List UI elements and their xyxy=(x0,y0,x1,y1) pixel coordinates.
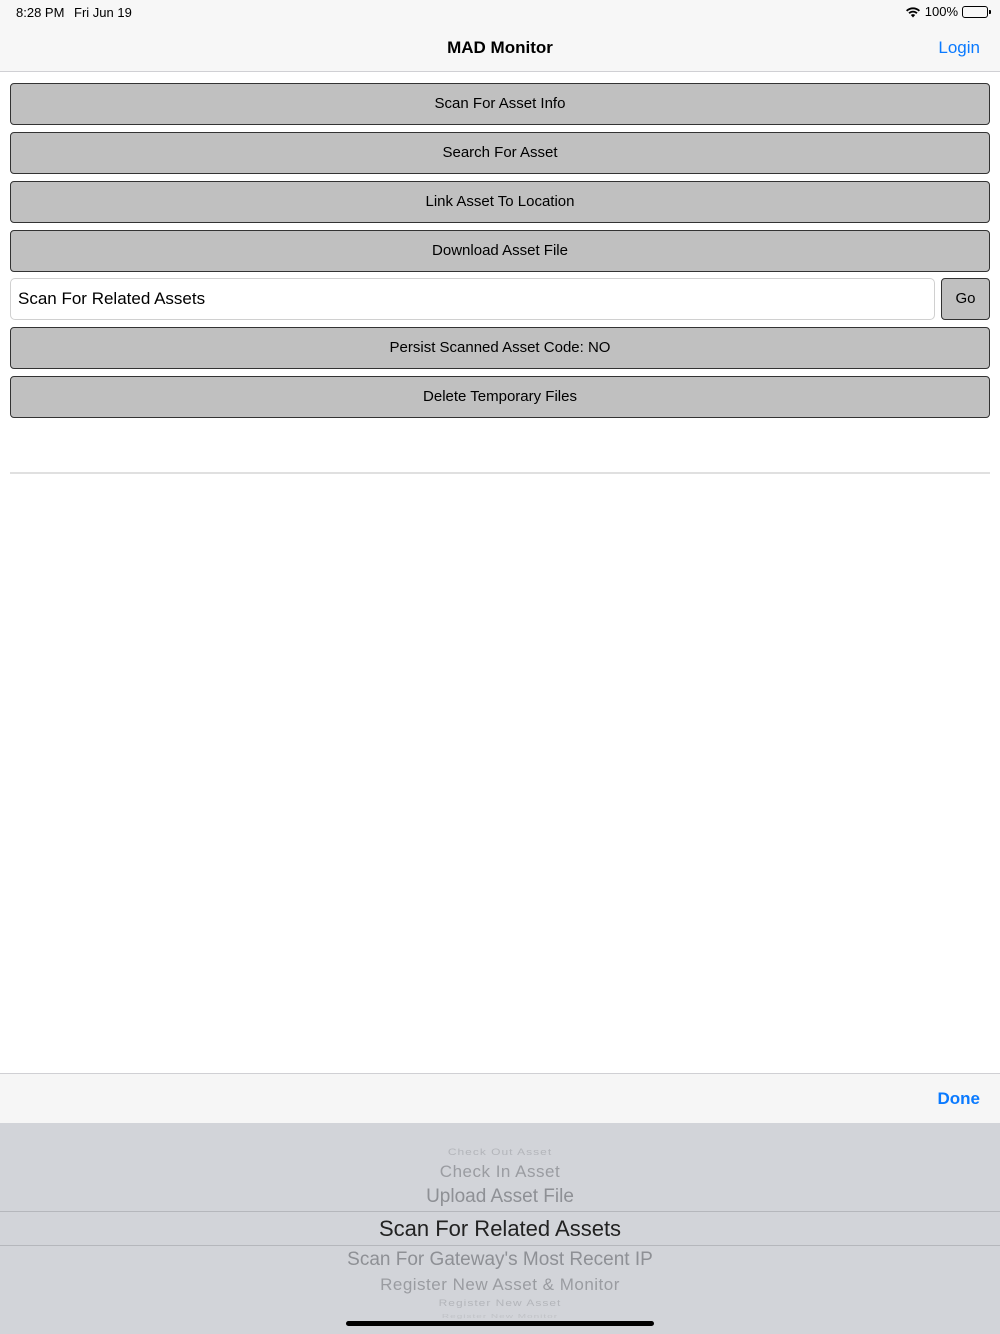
picker-item[interactable]: Check In Asset xyxy=(439,1162,561,1181)
download-asset-file-button[interactable]: Download Asset File xyxy=(10,230,990,272)
delete-temp-files-button[interactable]: Delete Temporary Files xyxy=(10,376,990,418)
link-asset-location-button[interactable]: Link Asset To Location xyxy=(10,181,990,223)
status-time: 8:28 PM xyxy=(16,5,65,20)
picker-item[interactable]: Upload Asset File xyxy=(426,1186,574,1207)
status-bar xyxy=(0,0,1000,24)
picker-item[interactable]: Register New Asset & Monitor xyxy=(380,1275,620,1294)
selection-line xyxy=(0,1245,1000,1246)
selection-line xyxy=(0,1211,1000,1212)
wifi-icon xyxy=(905,6,921,18)
go-button[interactable]: Go xyxy=(941,278,990,320)
action-picker-field[interactable]: Scan For Related Assets xyxy=(10,278,935,320)
picker-item-selected[interactable]: Scan For Related Assets xyxy=(378,1216,622,1241)
divider xyxy=(10,472,990,474)
scan-asset-info-button[interactable]: Scan For Asset Info xyxy=(10,83,990,125)
search-asset-button[interactable]: Search For Asset xyxy=(10,132,990,174)
home-indicator[interactable] xyxy=(346,1321,654,1326)
login-button[interactable]: Login xyxy=(938,38,980,57)
navigation-bar xyxy=(0,24,1000,72)
persist-scanned-code-button[interactable]: Persist Scanned Asset Code: NO xyxy=(10,327,990,369)
done-button[interactable]: Done xyxy=(937,1089,980,1108)
action-picker-wheel[interactable] xyxy=(0,1123,1000,1334)
page-title: MAD Monitor xyxy=(447,38,553,57)
picker-toolbar xyxy=(0,1073,1000,1123)
status-date: Fri Jun 19 xyxy=(74,5,132,20)
picker-item[interactable]: Register New Monitor xyxy=(441,1313,559,1320)
picker-item[interactable]: Register New Asset xyxy=(438,1297,562,1309)
picker-item[interactable]: Check Out Asset xyxy=(447,1146,553,1158)
battery-icon xyxy=(962,6,988,18)
status-indicators xyxy=(905,4,988,19)
battery-percent: 100% xyxy=(924,4,958,19)
picker-item[interactable]: Scan For Gateway's Most Recent IP xyxy=(347,1249,653,1270)
